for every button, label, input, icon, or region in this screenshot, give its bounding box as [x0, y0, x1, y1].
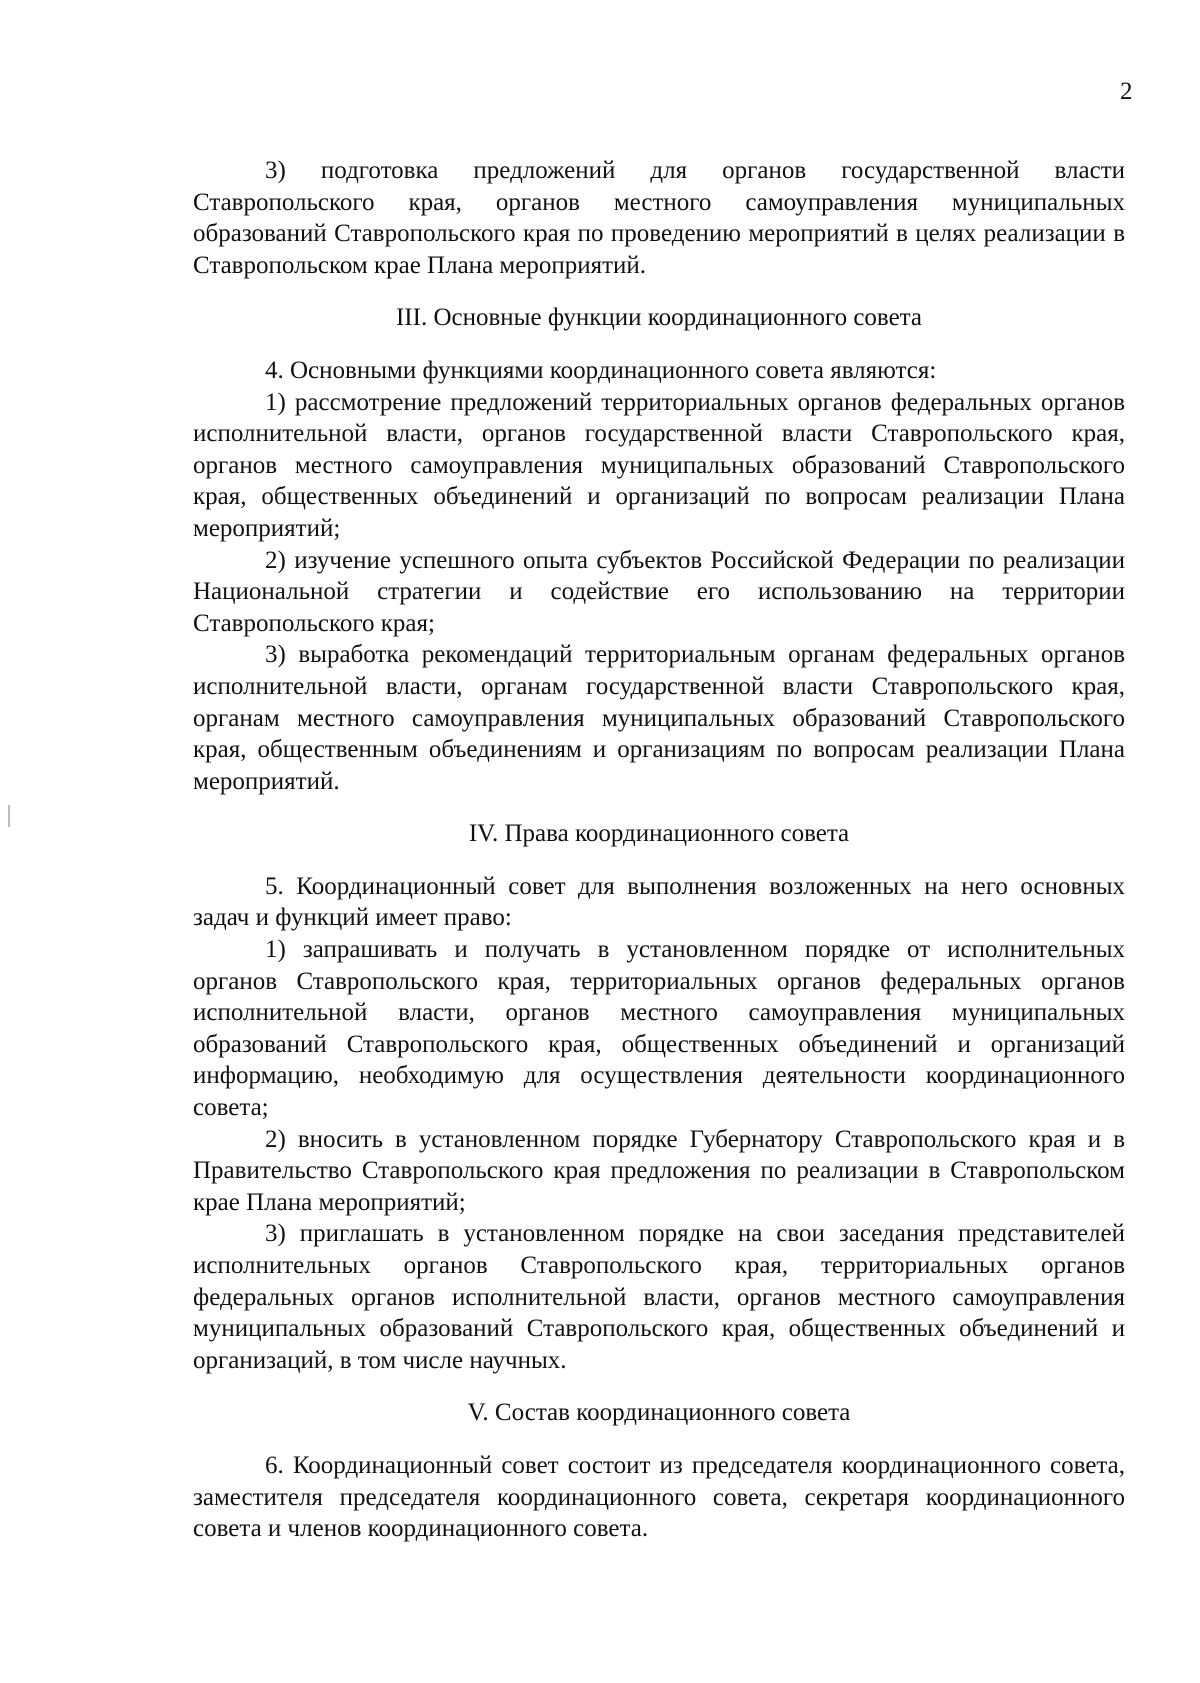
list-item-4-1: 1) рассмотрение предложений территориальных органов федеральных органов исполнительной власти, органов государственной власти Ставропольского края, органов местного самоуправления муниципальных образований Ставропольского края, общественных объединений и организаций по вопросам реализации Плана мероприятий; — [193, 388, 1125, 542]
section-heading-iii: III. Основные функции координационного совета — [395, 304, 922, 332]
paragraph-6-composition: 6. Координационный совет состоит из председателя координационного совета, заместителя председателя координационного совета, секретаря координационного совета и членов координационного совета. — [193, 1451, 1125, 1543]
paragraph-5-rights: 5. Координационный совет для выполнения возложенных на него основных задач и функций имеет право: — [193, 872, 1125, 932]
section-heading-v: V. Состав координационного совета — [467, 1399, 851, 1427]
page-number: 2 — [1120, 78, 1133, 105]
list-item-5-3: 3) приглашать в установленном порядке на свои заседания представителей исполнительных органов Ставропольского края, территориальных органов федеральных органов исполнительной власти, органов местного самоуправления муниципальных образований Ставропольского края, общественных объединений и организаций, в том числе научных. — [193, 1220, 1125, 1374]
list-item-5-1: 1) запрашивать и получать в установленном порядке от исполнительных органов Ставропольского края, территориальных органов федеральных органов исполнительной власти, органов местного самоуправления муниципальных образований Ставропольского края, общественных объединений и организаций информацию, необходимую для осуществления деятельности координационного совета; — [193, 936, 1125, 1122]
list-item-4-3: 3) выработка рекомендаций территориальным органам федеральных органов исполнительной власти, органам государственной власти Ставропольского края, органам местного самоуправления муниципальных образований Ставропольского края, общественным объединениям и организациям по вопросам реализации Плана мероприятий. — [193, 641, 1125, 795]
list-item-4-2: 2) изучение успешного опыта субъектов Российской Федерации по реализации Национальной стратегии и содействие его использованию на территории Ставропольского края; — [193, 546, 1125, 637]
section-heading-iv: IV. Права координационного совета — [468, 820, 850, 848]
paragraph-3-proposals: 3) подготовка предложений для органов государственной власти Ставропольского края, органов местного самоуправления муниципальных образований Ставропольского края по проведению мероприятий в целях реализации в Ставропольском крае Плана мероприятий. — [193, 157, 1125, 279]
paragraph-4-functions: 4. Основными функциями координационного совета являются: — [265, 356, 937, 384]
list-item-5-2: 2) вносить в установленном порядке Губернатору Ставропольского края и в Правительство Ставропольского края предложения по реализации в Ставропольском крае Плана мероприятий; — [193, 1125, 1125, 1216]
document-body — [193, 155, 1125, 1545]
scan-mark — [8, 805, 10, 827]
